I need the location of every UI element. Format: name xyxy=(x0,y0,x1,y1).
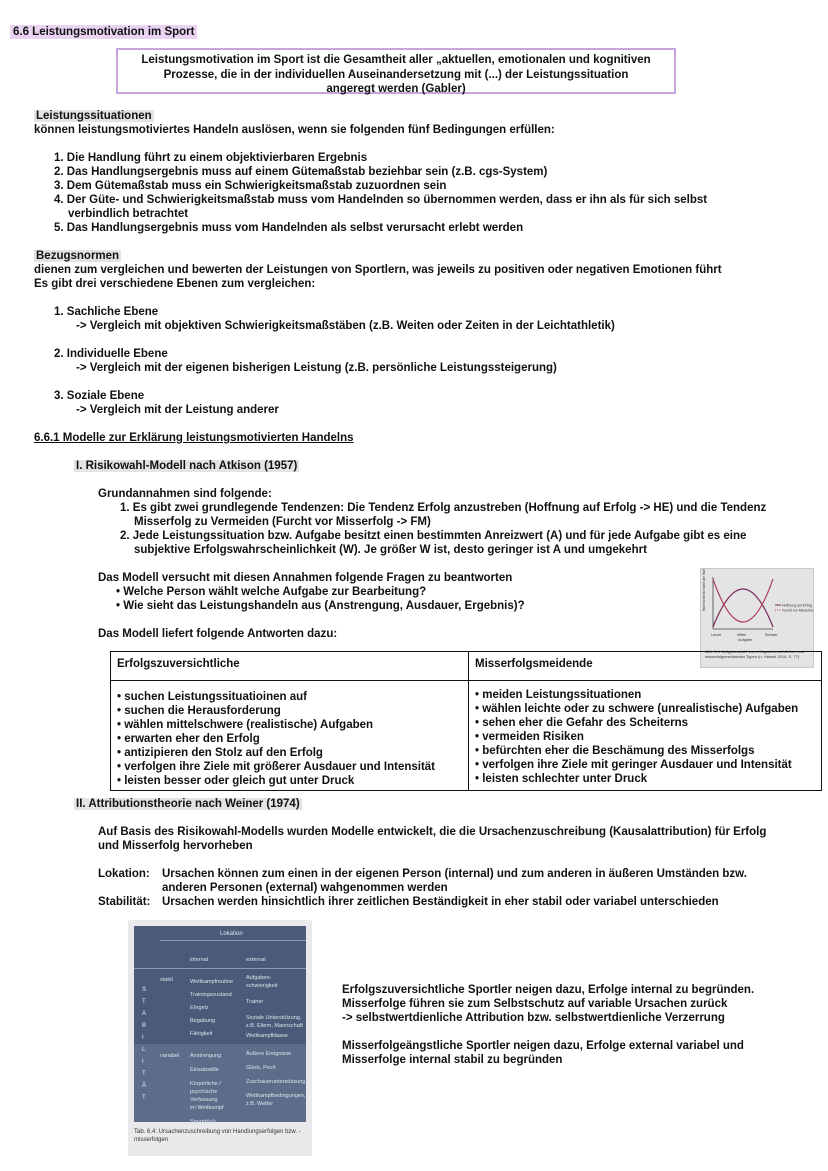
summary-line: Misserfolge internal stabil zu begründen xyxy=(342,1054,563,1066)
grid-cell: Aufgaben- schwierigkeit Trainer Soziale Unterstützung, z.B. Eltern, Mannschaft Wettkampfklasse xyxy=(246,975,303,1039)
grid-col-label: external xyxy=(246,957,266,963)
list-item: • wählen leichte oder zu schwere (unrealistische) Aufgaben xyxy=(475,702,815,716)
summary-line: -> selbstwertdienliche Attribution bzw. selbstwertdienliche Verzerrung xyxy=(342,1012,725,1024)
definition-line: Leistungsmotivation im Sport ist die Gesamtheit aller „aktuellen, emotionalen und kognitiven xyxy=(141,54,651,66)
list-item: • verfolgen ihre Ziele mit größerer Ausdauer und Intensität xyxy=(117,760,462,774)
table-header-row xyxy=(111,652,822,681)
risk-intro: Grundannahmen sind folgende: xyxy=(98,488,272,500)
list-item: 1. Es gibt zwei grundlegende Tendenzen: Die Tendenz Erfolg anzustreben (Hoffnung auf Erfolg -> HE) und die Tendenz xyxy=(120,502,767,514)
stabilitaet-label: Stabilität: xyxy=(98,896,151,908)
norm-label: 2. Individuelle Ebene xyxy=(54,348,168,360)
section-heading-norms: Bezugsnormen xyxy=(36,250,120,262)
grid-cell: Äußere Ereignisse Glück, Pech Zuschauerunterstützung Wettkampfbedingungen, z.B. Wetter xyxy=(246,1051,306,1107)
x-title: Aufgabe xyxy=(738,638,753,642)
answers-intro: Das Modell liefert folgende Antworten dazu: xyxy=(98,628,338,640)
attribution-photo-caption: Tab. 6.4: Ursachenzuschreibung von Handlungserfolgen bzw. -misserfolgen xyxy=(134,1129,301,1143)
lokation-text: anderen Personen (external) wahgenommen werden xyxy=(162,882,448,894)
list-item: 1. Die Handlung führt zu einem objektivierbaren Ergebnis xyxy=(54,152,368,164)
y-label: Wahrscheinlichkeit der Wahl xyxy=(702,569,706,611)
list-item: 2. Das Handlungsergebnis muss auf einem Gütemaßstab beziehbar sein (z.B. cgs-System) xyxy=(54,166,548,178)
list-item: • sehen eher die Gefahr des Scheiterns xyxy=(475,716,815,730)
questions-intro: Das Modell versucht mit diesen Annahmen folgende Fragen zu beantworten xyxy=(98,572,513,584)
question-item: • Wie sieht das Leistungshandeln aus (Anstrengung, Ausdauer, Ergebnis)? xyxy=(116,600,525,612)
list-item: • suchen die Herausforderung xyxy=(117,704,462,718)
table-header-cell: Misserfolgsmeidende xyxy=(469,652,822,681)
grid-col-label: internal xyxy=(190,957,209,963)
norm-label: 1. Sachliche Ebene xyxy=(54,306,159,318)
grid-header: Lokation xyxy=(220,931,243,937)
lokation-label: Lokation: xyxy=(98,868,150,880)
list-item: • leisten schlechter unter Druck xyxy=(475,772,815,786)
list-item: • befürchten eher die Beschämung des Misserfolgs xyxy=(475,744,815,758)
list-item: 2. Jede Leistungssituation bzw. Aufgabe besitzt einen bestimmten Anreizwert (A) und für jede Aufgabe gibt es eine xyxy=(120,530,747,542)
list-item-continuation: Misserfolg zu Vermeiden (Furcht vor Misserfolg -> FM) xyxy=(134,516,431,528)
norms-intro: Es gibt drei verschiedene Ebenen zum vergleichen: xyxy=(34,278,316,290)
table-row xyxy=(111,681,822,791)
list-item: • meiden Leistungssituationen xyxy=(475,688,815,702)
x-tick-label: Leicht xyxy=(711,633,722,637)
grid-row-label: stabil xyxy=(160,977,173,983)
attribution-intro: und Misserfolg hervorheben xyxy=(98,840,253,852)
norm-desc: -> Vergleich mit der eigenen bisherigen Leistung (z.B. persönliche Leistungssteigerung) xyxy=(76,362,557,374)
x-tick-label: Mittel xyxy=(737,633,747,637)
section-heading-situations: Leistungssituationen xyxy=(36,110,152,122)
list-item: 5. Das Handlungsergebnis muss vom Handelnden als selbst verursacht erlebt werden xyxy=(54,222,524,234)
grid-row-label: variabel xyxy=(160,1053,180,1059)
definition-box xyxy=(116,48,676,94)
situations-intro: können leistungsmotiviertes Handeln auslösen, wenn sie folgenden fünf Bedingungen erfüllen: xyxy=(34,124,555,136)
grid-cell: Wettkampfroutine Trainingszustand Ehrgeiz Begabung Fähigkeit xyxy=(190,979,234,1037)
summary-line: Erfolgszuversichtliche Sportler neigen dazu, Erfolge internal zu begründen. xyxy=(342,984,755,996)
fm-curve xyxy=(713,579,773,622)
question-item: • Welche Person wählt welche Aufgabe zur Bearbeitung? xyxy=(116,586,427,598)
attribution-table-photo xyxy=(128,920,312,1156)
list-item: • verfolgen ihre Ziele mit geringer Ausdauer und Intensität xyxy=(475,758,815,772)
graph-caption: Abb. 6.4: Aufgabenwahl von erfolgszuversichtlichen und misserfolgsmeidenden Typen (n. Hänsel 2016, S. 77) xyxy=(705,649,805,659)
x-tick-label: Schwer xyxy=(765,633,778,637)
list-item: • antizipieren den Stolz auf den Erfolg xyxy=(117,746,462,760)
lokation-text: Ursachen können zum einen in der eigenen Person (internal) und zum anderen in äußeren Umständen bzw. xyxy=(162,868,747,880)
norms-intro: dienen zum vergleichen und bewerten der Leistungen von Sportlern, was jeweils zu positiven oder negativen Emotionen führt xyxy=(34,264,722,276)
subsection-heading-attribution: II. Attributionstheorie nach Weiner (1974) xyxy=(76,798,300,810)
definition-line: Prozesse, die in der individuellen Auseinandersetzung mit (...) der Leistungssituation xyxy=(163,68,629,81)
grid-cell: Anstrengung Einsatzwille Körperliche / psychische Verfassung im Wettkampf Sportglück xyxy=(190,1053,224,1125)
list-item: • leisten besser oder gleich gut unter Druck xyxy=(117,774,462,788)
list-item-continuation: verbindlich betrachtet xyxy=(68,208,189,220)
legend-label: Furcht vor Misserfolg xyxy=(782,608,813,613)
table-cell-failure xyxy=(469,681,822,791)
list-item-continuation: subjektive Erfolgswahrscheinlichkeit (W). Je größer W ist, desto geringer ist A und umgekehrt xyxy=(134,544,647,556)
norm-desc: -> Vergleich mit objektiven Schwierigkeitsmaßstäben (z.B. Weiten oder Zeiten in der Leichtathletik) xyxy=(76,320,615,332)
list-item: 3. Dem Gütemaßstab muss ein Schwierigkeitsmaßstab zuzuordnen sein xyxy=(54,180,447,192)
list-item: 4. Der Güte- und Schwierigkeitsmaßstab muss vom Handelnden so übernommen werden, dass er ihn als für sich selbst xyxy=(54,194,708,206)
legend-label: Hoffnung auf Erfolg xyxy=(782,603,813,608)
subsection-heading-risk: I. Risikowahl-Modell nach Atkison (1957) xyxy=(76,460,298,472)
list-item: • wählen mittelschwere (realistische) Aufgaben xyxy=(117,718,462,732)
page-title: 6.6 Leistungsmotivation im Sport xyxy=(10,26,197,38)
table-cell-success xyxy=(111,681,469,791)
he-curve xyxy=(713,589,773,627)
section-heading-models: 6.6.1 Modelle zur Erklärung leistungsmotivierten Handelns xyxy=(34,432,354,444)
attribution-intro: Auf Basis des Risikowahl-Modells wurden Modelle entwickelt, die die Ursachenzuschreibung (Kausalattribution) für Erfolg xyxy=(98,826,767,838)
comparison-table xyxy=(110,651,822,791)
list-item: • vermeiden Risiken xyxy=(475,730,815,744)
summary-line: Misserfolgeängstliche Sportler neigen dazu, Erfolge external variabel und xyxy=(342,1040,744,1052)
list-item: • suchen Leistungssituatioinen auf xyxy=(117,690,462,704)
norm-desc: -> Vergleich mit der Leistung anderer xyxy=(76,404,279,416)
list-item: • erwarten eher den Erfolg xyxy=(117,732,462,746)
definition-line: angeregt werden (Gabler) xyxy=(326,83,466,95)
side-label-stabilitaet: S T A B I L I T Ä T xyxy=(142,987,147,1101)
summary-line: Misserfolge führen sie zum Selbstschutz auf variable Ursachen zurück xyxy=(342,998,728,1010)
stabilitaet-text: Ursachen werden hinsichtlich ihrer zeitlichen Beständigkeit in eher stabil oder variabel unterschieden xyxy=(162,896,719,908)
norm-label: 3. Soziale Ebene xyxy=(54,390,145,402)
table-header-cell: Erfolgszuversichtliche xyxy=(111,652,469,681)
attribution-grid xyxy=(134,926,306,1125)
